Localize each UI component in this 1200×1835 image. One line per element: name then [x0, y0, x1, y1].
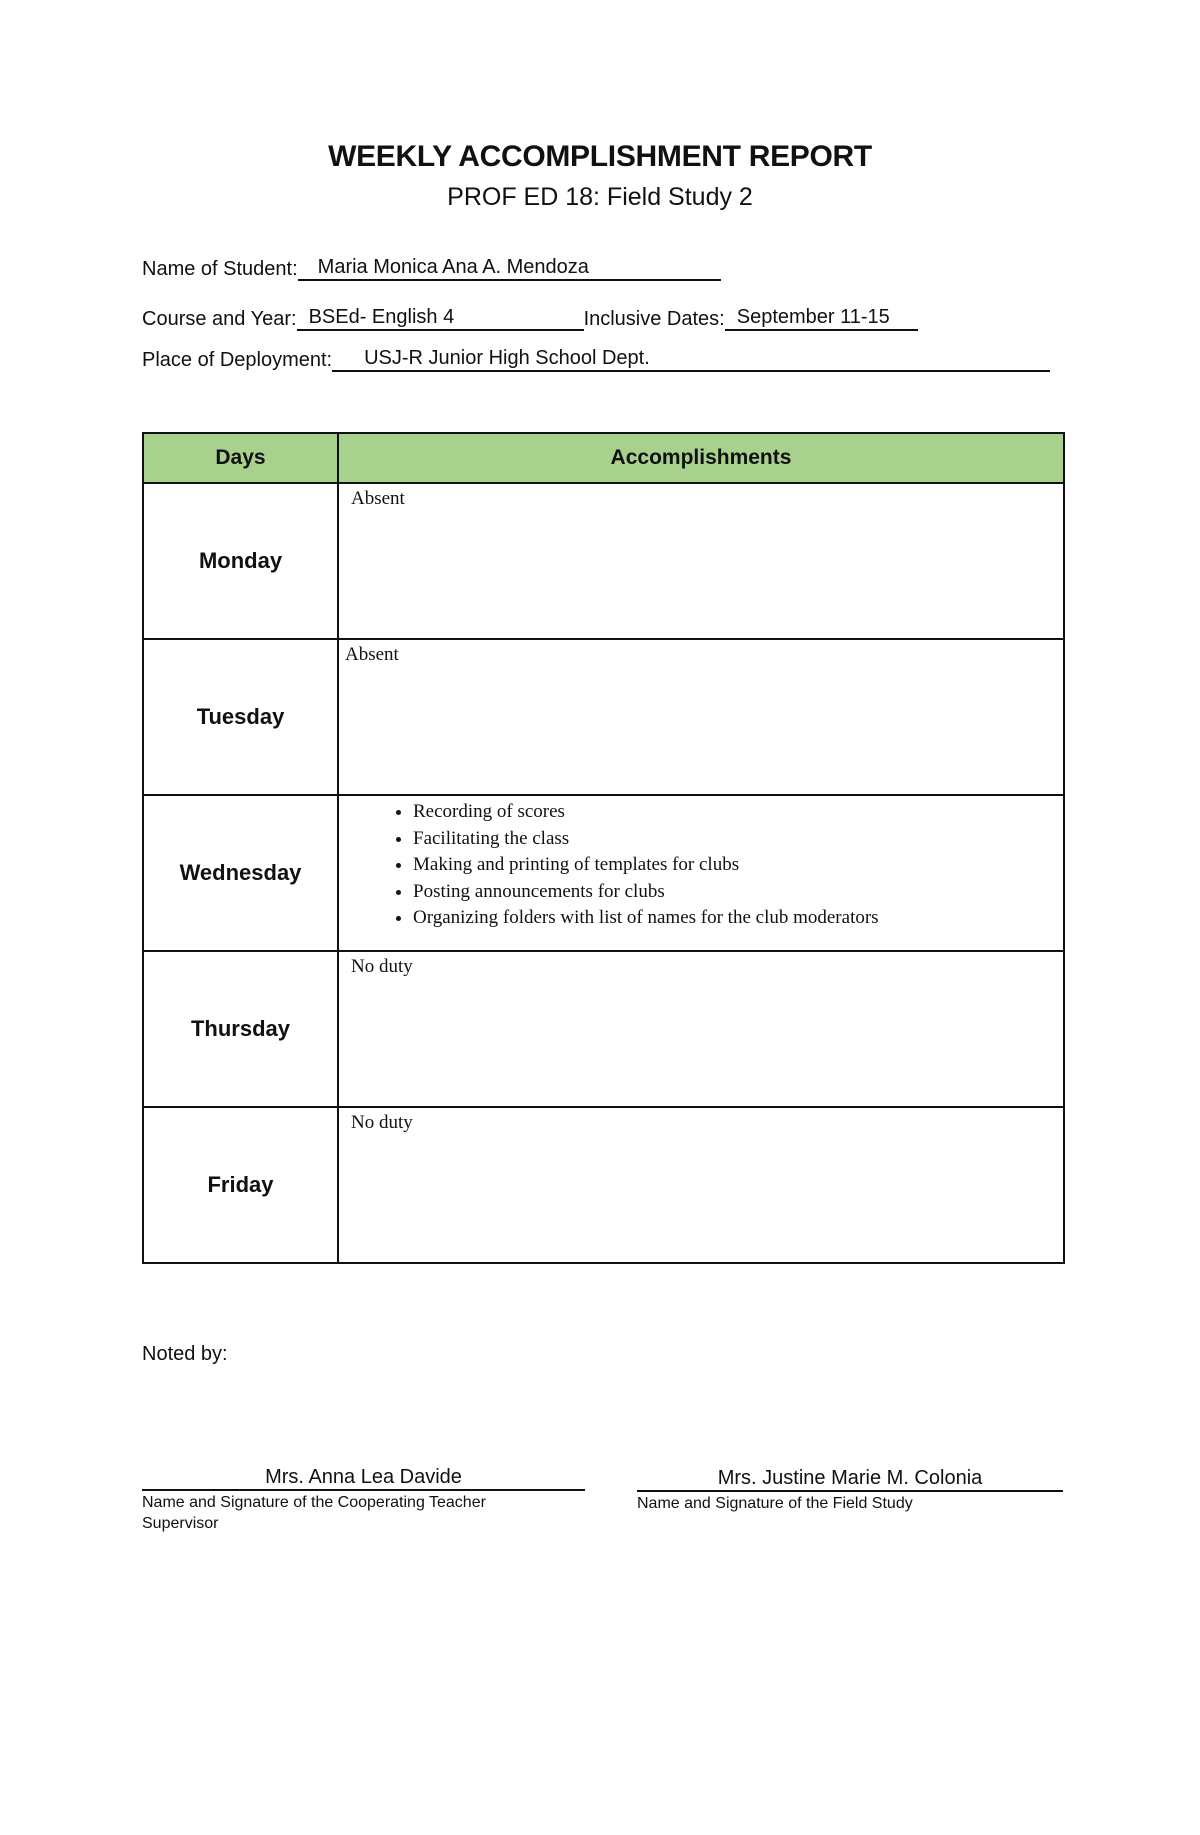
accomplishment-text: No duty — [351, 956, 413, 977]
list-item: • Organizing folders with list of names for the club moderators — [413, 905, 1053, 932]
report-title: WEEKLY ACCOMPLISHMENT REPORT — [328, 140, 872, 173]
course-dates-row — [142, 306, 918, 331]
accomplishment-text: No duty — [351, 1112, 413, 1133]
accomplishment-list — [349, 799, 1053, 932]
report-subtitle: PROF ED 18: Field Study 2 — [447, 183, 753, 211]
accomplishment-cell — [338, 639, 1064, 795]
student-name-value: Maria Monica Ana A. Mendoza — [298, 256, 721, 281]
accomplishment-cell — [338, 483, 1064, 639]
inclusive-dates-label: Inclusive Dates: — [583, 308, 725, 330]
inclusive-dates-value: September 11-15 — [725, 306, 918, 331]
signature-caption: Name and Signature of the Cooperating Teacher Supervisor — [142, 1494, 486, 1532]
signatory-name: Mrs. Anna Lea Davide — [142, 1465, 585, 1491]
table-header-row — [143, 433, 1064, 483]
days-header: Days — [143, 433, 338, 483]
day-cell: Thursday — [143, 951, 338, 1107]
day-cell: Wednesday — [143, 795, 338, 951]
signatory-name: Mrs. Justine Marie M. Colonia — [637, 1466, 1063, 1492]
day-cell: Tuesday — [143, 639, 338, 795]
deployment-value: USJ-R Junior High School Dept. — [332, 347, 1050, 372]
table-row — [143, 795, 1064, 951]
accomplishment-cell — [338, 951, 1064, 1107]
accomplishment-text: Absent — [345, 644, 399, 665]
accomplishment-cell — [338, 1107, 1064, 1263]
deployment-row — [142, 347, 1050, 372]
signature-caption: Name and Signature of the Field Study — [637, 1495, 913, 1512]
accomplishments-header: Accomplishments — [338, 433, 1064, 483]
student-name-row — [142, 256, 721, 281]
day-cell: Monday — [143, 483, 338, 639]
list-item: • Posting announcements for clubs — [413, 879, 1053, 906]
accomplishment-text: Absent — [351, 488, 405, 509]
accomplishment-cell — [338, 795, 1064, 951]
field-study-signature — [637, 1466, 1063, 1514]
noted-by-label: Noted by: — [142, 1343, 228, 1365]
student-name-label: Name of Student: — [142, 258, 298, 280]
course-year-label: Course and Year: — [142, 308, 297, 330]
list-item: • Recording of scores — [413, 799, 1053, 826]
cooperating-teacher-signature — [142, 1465, 585, 1534]
day-cell: Friday — [143, 1107, 338, 1263]
table-row — [143, 483, 1064, 639]
table-row — [143, 1107, 1064, 1263]
list-item: • Making and printing of templates for clubs — [413, 852, 1053, 879]
accomplishment-table — [142, 432, 1065, 1264]
table-row — [143, 639, 1064, 795]
course-year-value: BSEd- English 4 — [297, 306, 584, 331]
deployment-label: Place of Deployment: — [142, 349, 333, 371]
list-item: • Facilitating the class — [413, 826, 1053, 853]
table-row — [143, 951, 1064, 1107]
